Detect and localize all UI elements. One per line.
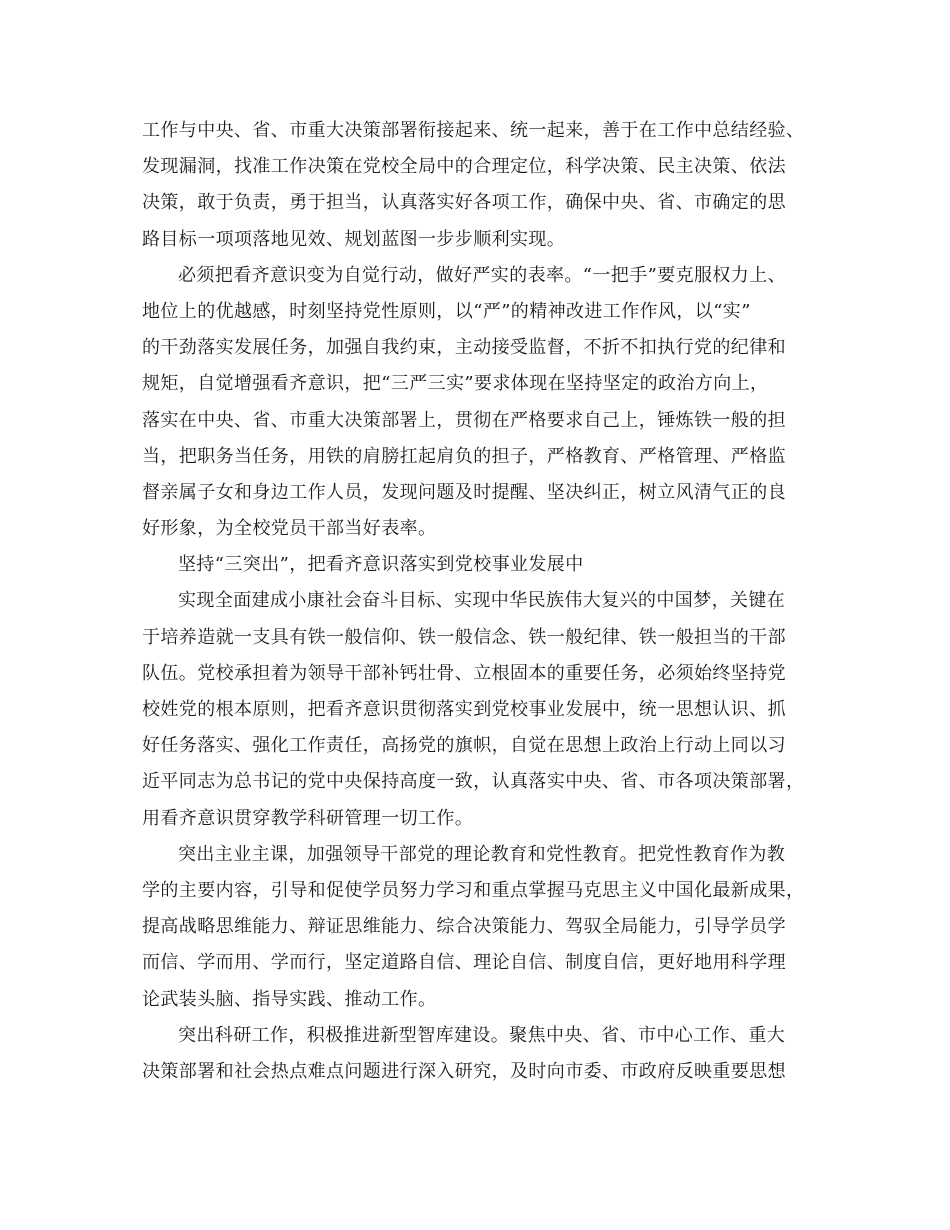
text-line: 决策部署和社会热点难点问题进行深入研究，及时向市委、市政府反映重要思想 xyxy=(142,1060,786,1082)
text-line: 的干劲落实发展任务，加强自我约束，主动接受监督，不折不扣执行党的纪律和 xyxy=(142,337,786,359)
text-line: 发现漏洞，找准工作决策在党校全局中的合理定位，科学决策、民主决策、依法 xyxy=(142,156,786,178)
section-heading xyxy=(142,547,802,583)
paragraph-research xyxy=(142,1018,802,1090)
text-line: 好任务落实、强化工作责任，高扬党的旗帜，自觉在思想上政治上行动上同以习 xyxy=(142,735,786,757)
text-line: 实现全面建成小康社会奋斗目标、实现中华民族伟大复兴的中国梦，关键在 xyxy=(178,590,786,612)
paragraph-main-course xyxy=(142,837,805,1018)
paragraph-role-model xyxy=(142,258,802,548)
paragraph-continuation xyxy=(142,113,805,258)
text-line: 督亲属子女和身边工作人员，发现问题及时提醒、坚决纠正，树立风清气正的良 xyxy=(142,481,786,503)
text-line: 用看齐意识贯穿教学科研管理一切工作。 xyxy=(142,807,474,829)
text-line: 论武装头脑、指导实践、推动工作。 xyxy=(142,988,437,1010)
text-line: 于培养造就一支具有铁一般信仰、铁一般信念、铁一般纪律、铁一般担当的干部 xyxy=(142,626,786,648)
text-line: 落实在中央、省、市重大决策部署上，贯彻在严格要求自己上，锤炼铁一般的担 xyxy=(142,409,786,431)
text-line: 突出主业主课，加强领导干部党的理论教育和党性教育。把党性教育作为教 xyxy=(178,843,786,865)
heading-line: 坚持“三突出”，把看齐意识落实到党校事业发展中 xyxy=(178,554,584,576)
text-line: 必须把看齐意识变为自觉行动，做好严实的表率。“一把手”要克服权力上、 xyxy=(178,264,787,286)
text-line: 决策，敢于负责，勇于担当，认真落实好各项工作，确保中央、省、市确定的思 xyxy=(142,192,786,214)
text-line: 提高战略思维能力、辩证思维能力、综合决策能力、驾驭全局能力，引导学员学 xyxy=(142,916,786,938)
text-line: 好形象，为全校党员干部当好表率。 xyxy=(142,518,437,540)
text-line: 队伍。党校承担着为领导干部补钙壮骨、立根固本的重要任务，必须始终坚持党 xyxy=(142,662,786,684)
text-line: 路目标一项项落地见效、规划蓝图一步步顺利实现。 xyxy=(142,228,566,250)
text-line: 学的主要内容，引导和促使学员努力学习和重点掌握马克思主义中国化最新成果， xyxy=(142,879,805,901)
text-line: 当，把职务当任务，用铁的肩膀扛起肩负的担子，严格教育、严格管理、严格监 xyxy=(142,445,786,467)
text-line: 突出科研工作，积极推进新型智库建设。聚焦中央、省、市中心工作、重大 xyxy=(178,1024,786,1046)
text-line: 校姓党的根本原则，把看齐意识贯彻落实到党校事业发展中，统一思想认识、抓 xyxy=(142,699,786,720)
paragraph-party-school xyxy=(142,583,805,836)
text-line: 规矩，自觉增强看齐意识，把“三严三实”要求体现在坚持坚定的政治方向上， xyxy=(142,373,769,395)
text-line: 而信、学而用、学而行，坚定道路自信、理论自信、制度自信，更好地用科学理 xyxy=(142,952,786,974)
text-line: 工作与中央、省、市重大决策部署衔接起来、统一起来，善于在工作中总结经验、 xyxy=(142,120,805,141)
text-line: 近平同志为总书记的党中央保持高度一致，认真落实中央、省、市各项决策部署， xyxy=(142,771,805,793)
text-line: 地位上的优越感，时刻坚持党性原则，以“严”的精神改进工作作风，以“实” xyxy=(142,300,751,322)
document-page xyxy=(142,113,805,1090)
